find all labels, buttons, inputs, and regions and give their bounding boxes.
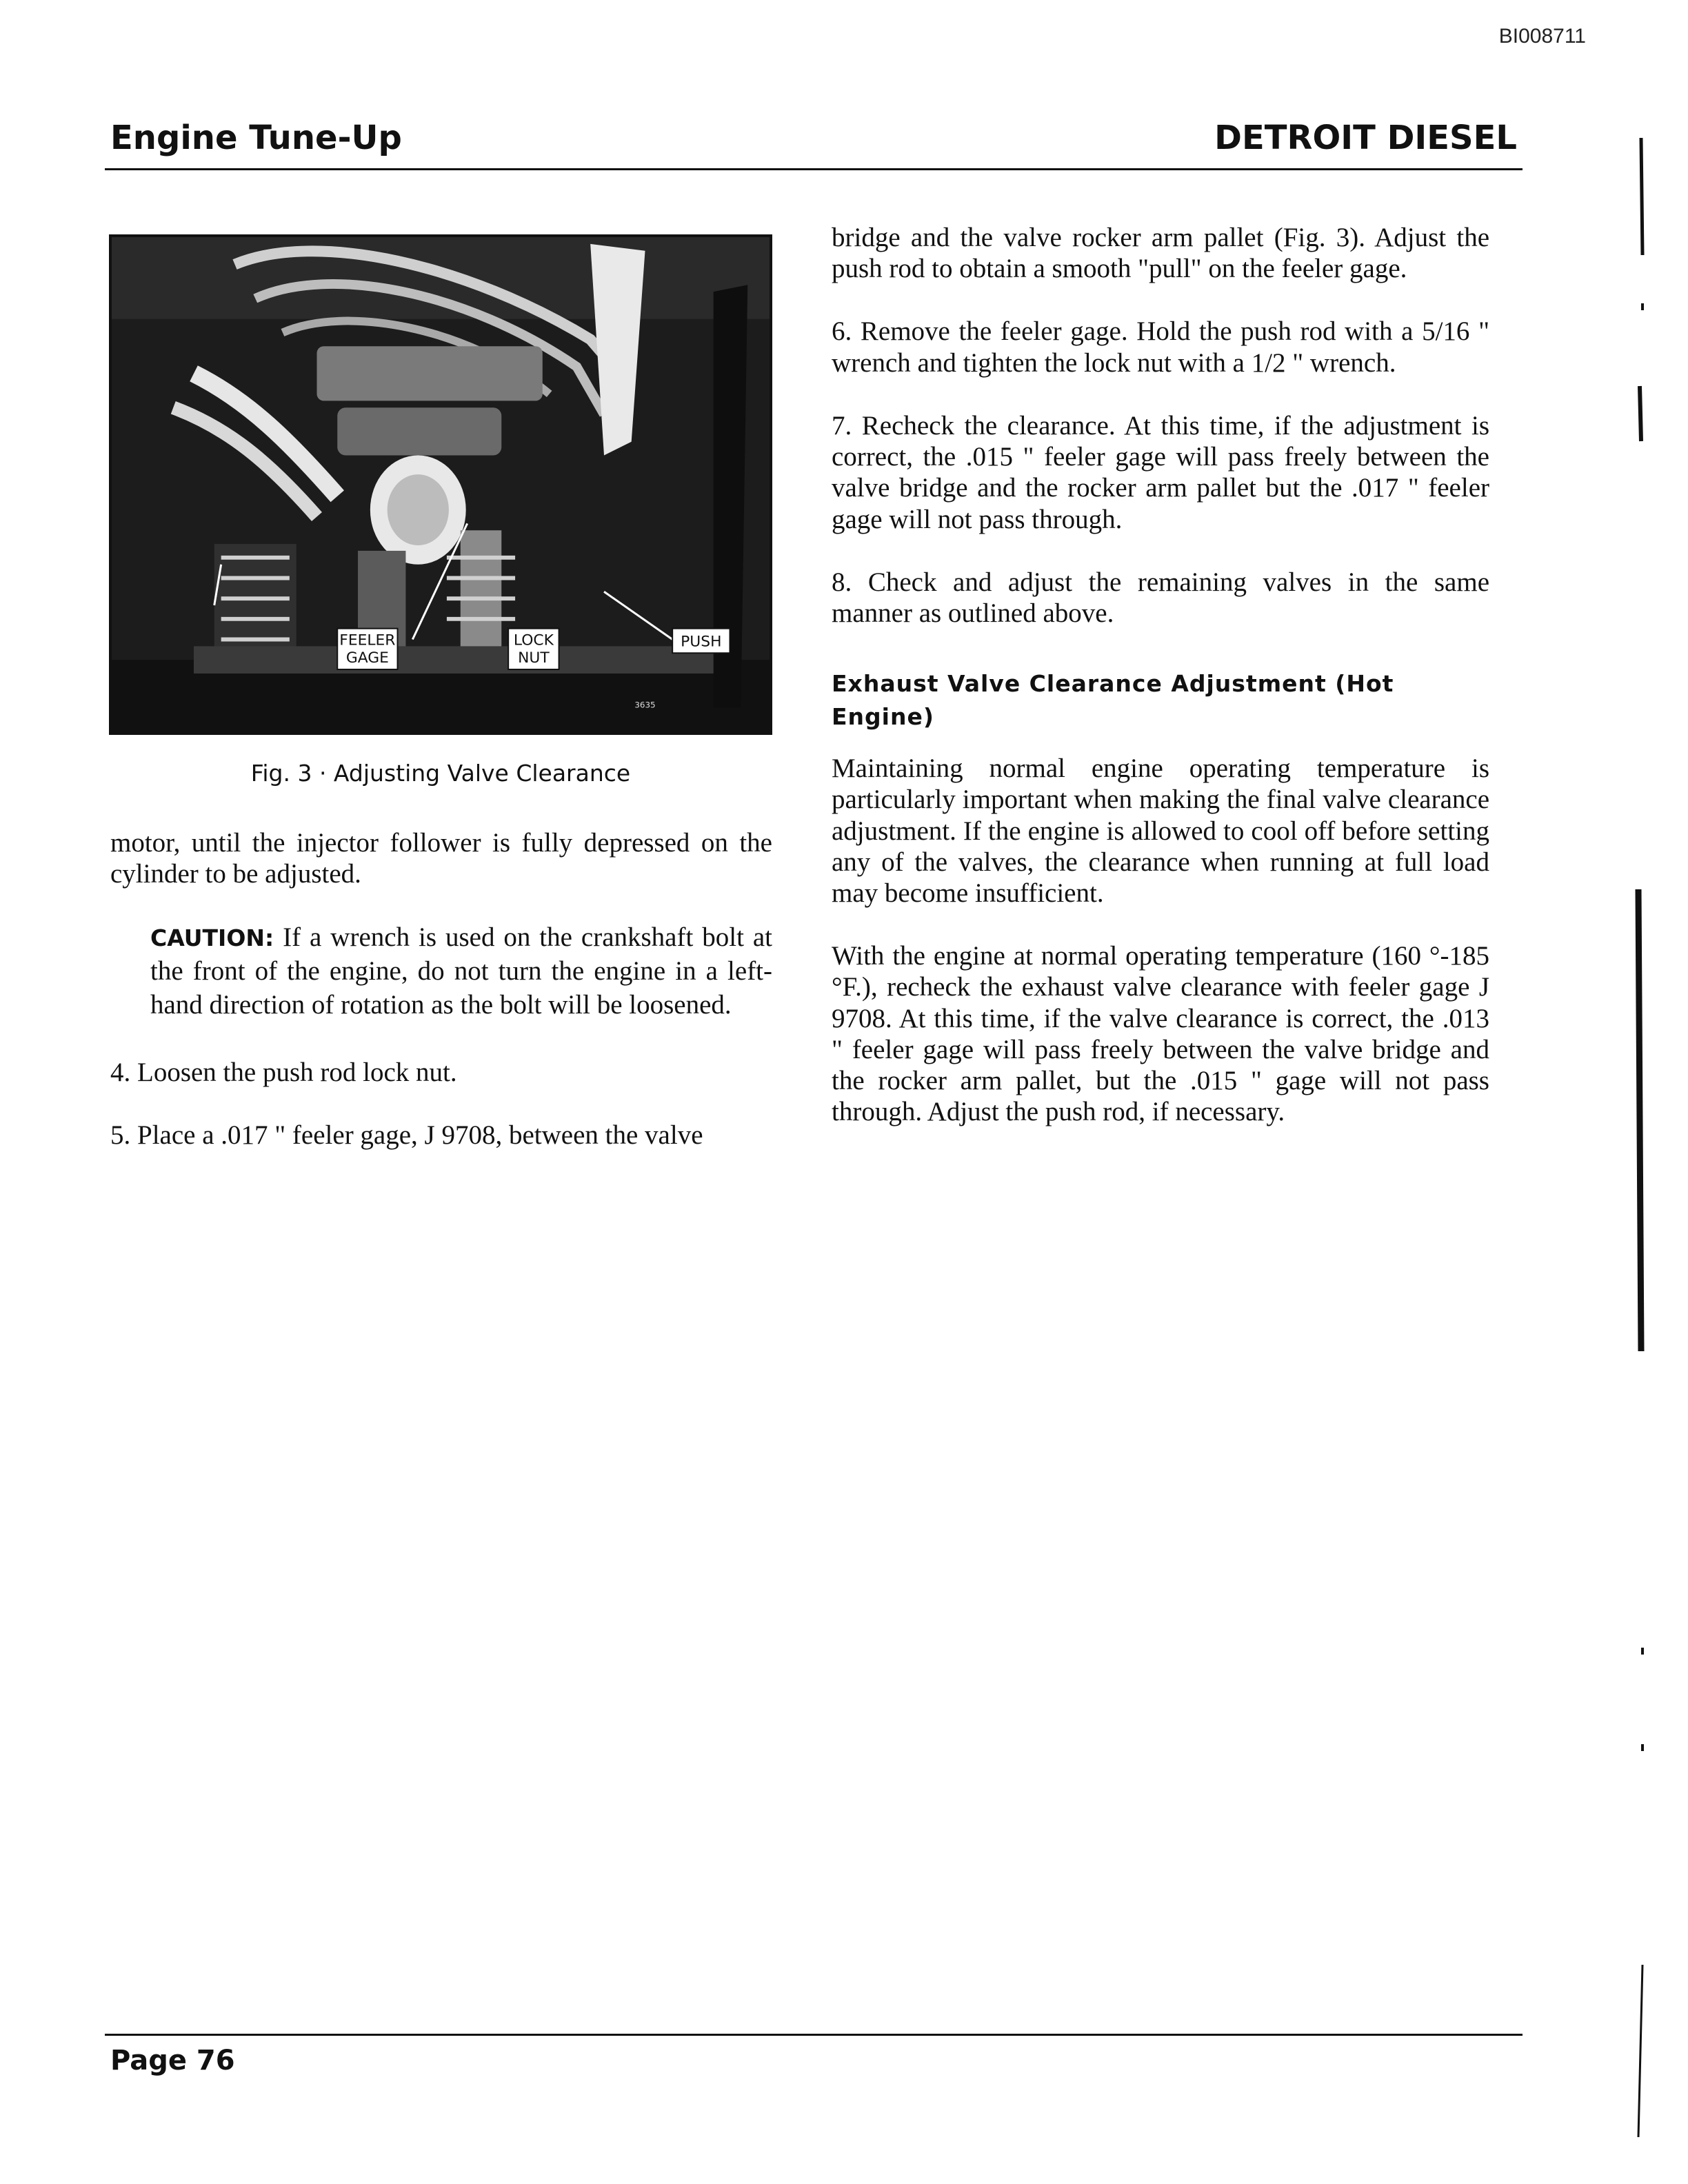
step-5-continued: bridge and the valve rocker arm pallet (Fig. 3). Adjust the push rod to obtain a smooth "pull" on the feeler gage. [832, 223, 1489, 284]
hot-engine-check-paragraph: With the engine at normal operating temperature (160 °-185 °F.), recheck the exhaust valve clearance with feeler gage J 9708. At this time, if the valve clearance is correct, the .013 " feeler gage will pass freely between the valve bridge and the rocker arm pallet, but the .015 " gage will not pass through. Adjust the push rod, if necessary. [832, 941, 1489, 1127]
valve-adjustment-photo [109, 234, 772, 735]
page-header-title: Engine Tune-Up [110, 119, 402, 157]
label-feeler: FEELER [339, 631, 396, 649]
page-header-brand: DETROIT DIESEL [1214, 119, 1517, 157]
continuation-paragraph: motor, until the injector follower is fully depressed on the cylinder to be adjusted. [110, 828, 772, 889]
step-4: 4. Loosen the push rod lock nut. [110, 1057, 457, 1087]
caution-label: CAUTION: [150, 924, 274, 952]
figure-caption: Fig. 3 · Adjusting Valve Clearance [250, 760, 631, 787]
photo-illustration [112, 237, 770, 732]
caution-text: If a wrench is used on the crankshaft bolt at the front of the engine, do not turn the engine in a left-hand direction of rotation as the bolt will be loosened. [150, 922, 772, 1020]
scan-margin-marks [1614, 0, 1688, 2184]
label-nut: NUT [518, 649, 550, 667]
caution-note [150, 921, 772, 1022]
right-column [832, 222, 1489, 1160]
step-7: 7. Recheck the clearance. At this time, if the adjustment is correct, the .015 " feeler gage will pass freely between the valve bridge and the rocker arm pallet but the .017 " feeler gage will not pass through. [832, 410, 1489, 534]
step-5: 5. Place a .017 " feeler gage, J 9708, between the valve [110, 1120, 703, 1150]
step-6: 6. Remove the feeler gage. Hold the push rod with a 5/16 " wrench and tighten the lock nut with a 1/2 " wrench. [832, 316, 1489, 378]
step-8: 8. Check and adjust the remaining valves in the same manner as outlined above. [832, 567, 1489, 629]
photo-number: 3635 [634, 700, 656, 710]
label-push: PUSH [681, 633, 722, 651]
footer-rule [105, 2034, 1523, 2036]
left-column [110, 827, 772, 1182]
label-lock: LOCK [513, 631, 554, 649]
maintaining-temperature-paragraph: Maintaining normal engine operating temperature is particularly important when making the final valve clearance adjustment. If the engine is allowed to cool off before setting any of the valves, the clearance when running at full load may become insufficient. [832, 754, 1489, 908]
header-rule [105, 168, 1523, 170]
page-number: Page 76 [110, 2045, 235, 2076]
document-id: BI008711 [1498, 25, 1586, 48]
label-gage: GAGE [345, 649, 389, 667]
section-heading: Exhaust Valve Clearance Adjustment (Hot Engine) [832, 670, 1394, 731]
